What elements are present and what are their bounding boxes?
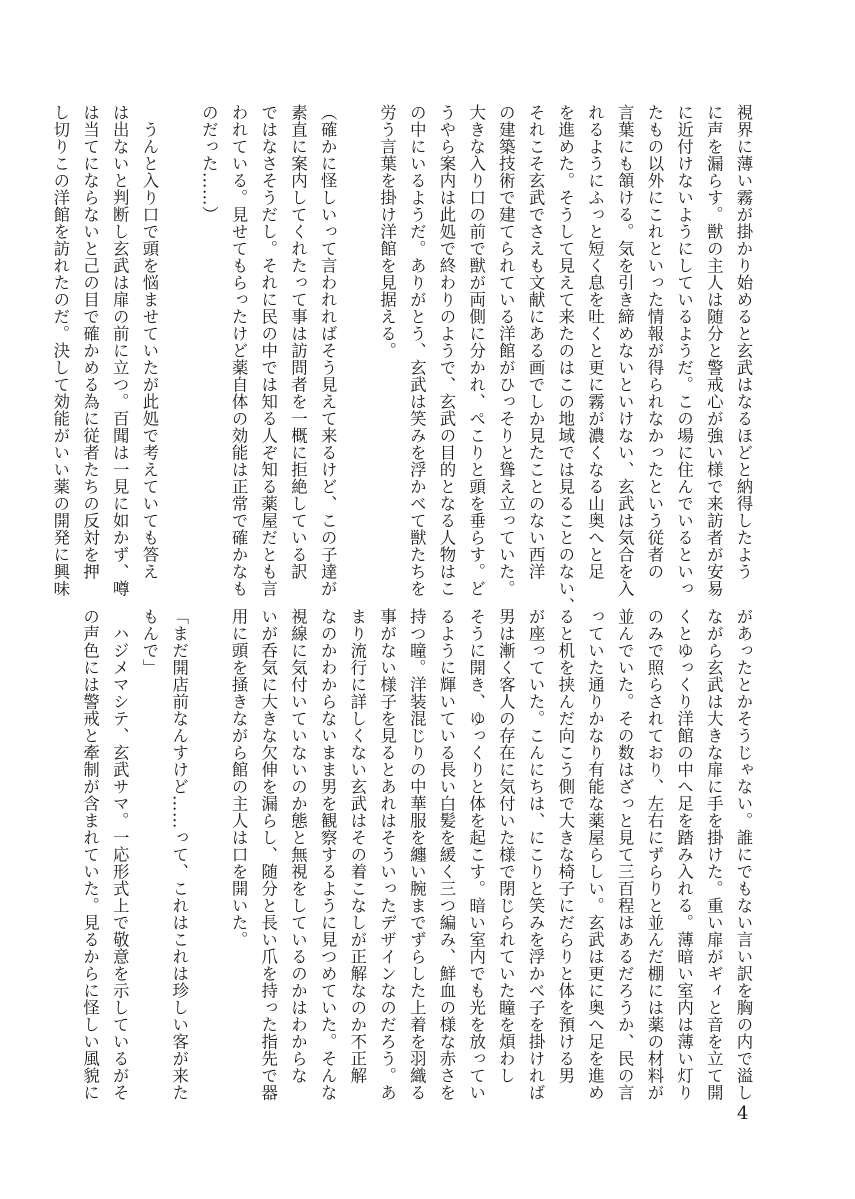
text-line: われている。見せてもらったけど薬自体の効能は正常で確かなも	[229, 104, 249, 597]
upper-text-block	[50, 104, 758, 614]
text-line: を進めた。そうして見えて来たのはこの地域では見ることのない、	[555, 104, 575, 614]
text-line: に声を漏らす。獣の主人は随分と警戒心が強い様で来訪者が安易	[704, 104, 724, 597]
page-number: 4	[737, 1103, 749, 1124]
text-line: に近付けないようにしているようだ。この場に住んでいるといっ	[674, 104, 694, 597]
text-line: なのかわからないまま男を観察するように見つめていた。そんな	[318, 608, 338, 1101]
text-line: のだった……）	[199, 104, 219, 223]
text-line: いが呑気に大きな欠伸を漏らし、随分と長い爪を持った指先で器	[258, 608, 278, 1101]
text-line: （確かに怪しいって言われればそう見えて来るけど、この子達が	[318, 104, 338, 597]
text-line	[194, 608, 224, 1096]
text-line: れるようにふっと短く息を吐くと更に霧が濃くなる山奥へと足	[585, 104, 605, 580]
text-line: の建築技術で建てられている洋館がひっそりと聳え立っていた。	[496, 104, 516, 597]
text-line: の中にいるようだ。ありがとう、玄武は笑みを浮かべて獣たちを	[407, 104, 427, 597]
text-line: たもの以外にこれといった情報が得られなかったという従者の	[644, 104, 664, 580]
text-line: ではなさそうだし。それに民の中では知る人ぞ知る薬屋だとも言	[258, 104, 278, 597]
text-line: 大きな入り口の前で獣が両側に分かれ、ぺこりと頭を垂らす。ど	[466, 104, 486, 597]
text-line: は当てにならないと己の目で確かめる為に従者たちの反対を押	[80, 104, 100, 580]
text-line: 男は漸く客人の存在に気付いた様で閉じられていた瞳を煩わし	[496, 608, 516, 1084]
text-line	[164, 104, 194, 576]
text-line: 用に頭を掻きながら館の主人は口を開いた。	[229, 608, 249, 948]
text-line: くとゆっくり洋館の中へ足を踏み入れる。薄暗い室内は薄い灯り	[674, 608, 694, 1101]
text-line: もんで」	[139, 608, 159, 676]
text-line: 言葉にも頷ける。気を引き締めないといけない、玄武は気合を入	[615, 104, 635, 597]
text-line: のみで照らされており、左右にずらりと並んだ棚には薬の材料が	[644, 608, 664, 1101]
text-line: それこそ玄武でさえも文献にある画でしか見たことのない西洋	[526, 104, 546, 580]
text-line: し切りこの洋館を訪れたのだ。決して効能がいい薬の開発に興味	[50, 104, 70, 597]
text-line: 並んでいた。その数はざっと見て三百程はあるだろうか、民の言	[615, 608, 635, 1101]
text-line: るように輝いている長い白髪を緩く三つ編み、鮮血の様な赤さを	[436, 608, 456, 1101]
text-line: ると机を挟んだ向こう側で大きな椅子にだらりと体を預ける男	[555, 608, 575, 1084]
text-line: 労う言葉を掛け洋館を見据える。	[377, 104, 397, 359]
text-line: うんと入り口で頭を悩ませていたが此処で考えていても答え	[139, 104, 159, 580]
text-line: ハジメマシテ、玄武サマ。一応形式上で敬意を示しているがそ	[110, 608, 130, 1101]
text-line: うやら案内は此処で終わりのようで、玄武の目的となる人物はこ	[436, 104, 456, 597]
text-line: っていた通りかなり有能な薬屋らしい。玄武は更に奥へ足を進め	[585, 608, 605, 1101]
text-line: 持つ瞳。洋装混じりの中華服を纏い腕までずらした上着を羽織る	[407, 608, 427, 1101]
text-line: が座っていた。こんにちは、にこりと笑みを浮かべ子を掛ければ	[526, 608, 546, 1101]
text-line: 「まだ開店前なんすけど……って、これはこれは珍しい客が来た	[169, 608, 189, 1101]
text-line: 視線に気付いていないのか態と無視をしているのかはわからな	[288, 608, 308, 1084]
text-line: 視界に薄い霧が掛かり始めると玄武はなるほどと納得したよう	[734, 104, 753, 580]
text-line: ながら玄武は大きな扉に手を掛けた。重い扉がギィと音を立て開	[704, 608, 724, 1101]
text-line: の声色には警戒と牽制が含まれていた。見るからに怪しい風貌に	[80, 608, 100, 1101]
text-line: そうに開き、ゆっくりと体を起こす。暗い室内でも光を放ってい	[466, 608, 486, 1101]
lower-text-block	[78, 608, 758, 1101]
text-line: 事がない様子を見るとあれはそういったデザインなのだろう。あ	[377, 608, 397, 1101]
text-line	[342, 104, 372, 576]
text-line: は出ないと判断し玄武は扉の前に立つ。百聞は一見に如かず、噂	[110, 104, 130, 597]
text-line: 素直に案内してくれたって事は訪問者を一概に拒絶している訳	[288, 104, 308, 580]
text-line: があったとかそうじゃない。誰にでもない言い訳を胸の内で溢し	[734, 608, 753, 1101]
text-line: まり流行に詳しくない玄武はその着こなしが正解なのか不正解	[347, 608, 367, 1084]
